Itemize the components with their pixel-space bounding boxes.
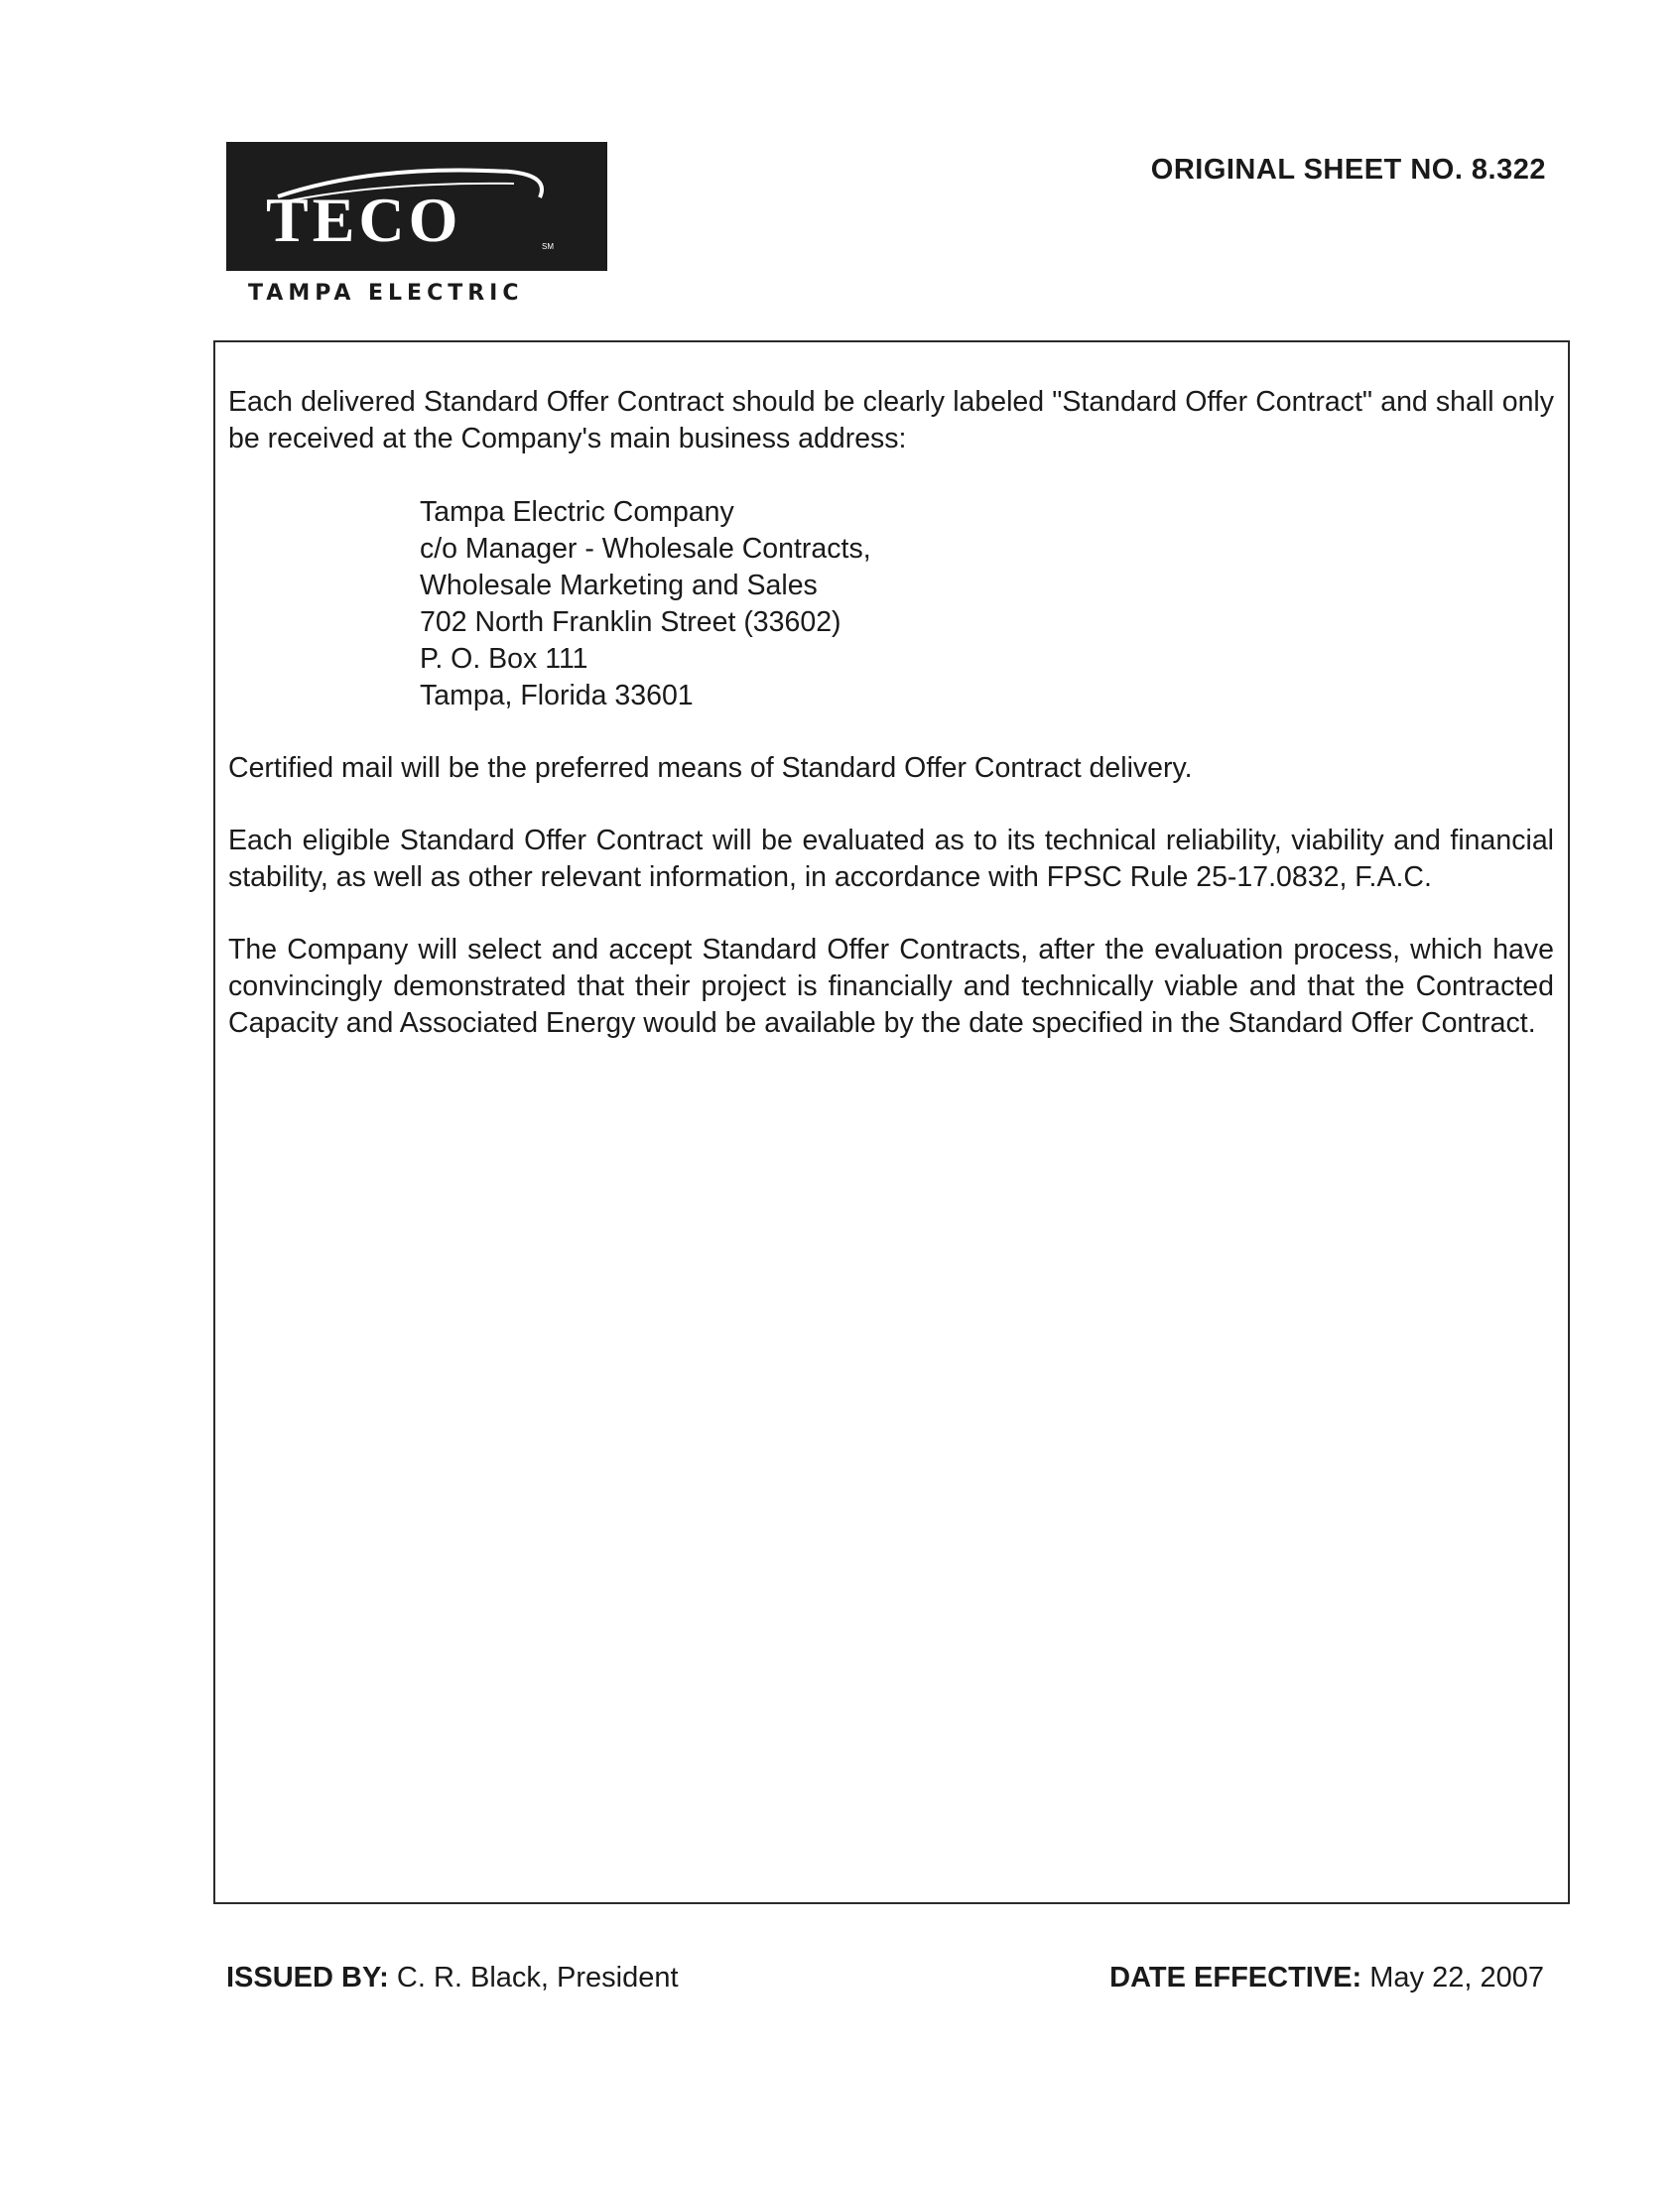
- address-line: Tampa Electric Company: [420, 496, 734, 528]
- selection-paragraph: The Company will select and accept Standard Offer Contracts, after the evaluation process, which have convincingly demonstrated that their project is financially and technically viable and that the Contracted Capacity and Associated Energy would be available by the date specified in the Standard Offer Contract.: [228, 934, 1554, 1039]
- evaluation-paragraph: Each eligible Standard Offer Contract will be evaluated as to its technical reliability, viability and financial stability, as well as other relevant information, in accordance with FPSC Rule 25-17.0832, F.A.C.: [228, 825, 1554, 893]
- date-effective: [1109, 1962, 1544, 1994]
- address-line: 702 North Franklin Street (33602): [420, 606, 841, 638]
- date-effective-value: May 22, 2007: [1369, 1962, 1544, 1994]
- logo-subtitle: TAMPA ELECTRIC: [248, 281, 524, 306]
- intro-paragraph: Each delivered Standard Offer Contract should be clearly labeled "Standard Offer Contract" and shall only be received at the Company's main business address:: [228, 386, 1554, 454]
- content-body: [228, 384, 1554, 1042]
- issued-by-value: C. R. Black, President: [396, 1962, 679, 1994]
- mailing-address: [420, 494, 1554, 714]
- sheet-number: ORIGINAL SHEET NO. 8.322: [1150, 154, 1546, 186]
- certified-mail-paragraph: Certified mail will be the preferred means of Standard Offer Contract delivery.: [228, 752, 1193, 784]
- logo-wordmark: TECO: [266, 185, 462, 255]
- address-line: c/o Manager - Wholesale Contracts,: [420, 533, 871, 565]
- logo-service-mark: SM: [542, 242, 554, 251]
- issued-by: [226, 1962, 679, 1994]
- issued-by-label: ISSUED BY:: [226, 1962, 389, 1994]
- address-line: Wholesale Marketing and Sales: [420, 570, 818, 601]
- date-effective-label: DATE EFFECTIVE:: [1109, 1962, 1362, 1994]
- teco-logo: [226, 142, 607, 271]
- address-line: P. O. Box 111: [420, 643, 588, 675]
- address-line: Tampa, Florida 33601: [420, 680, 694, 711]
- content-box: [213, 340, 1570, 1904]
